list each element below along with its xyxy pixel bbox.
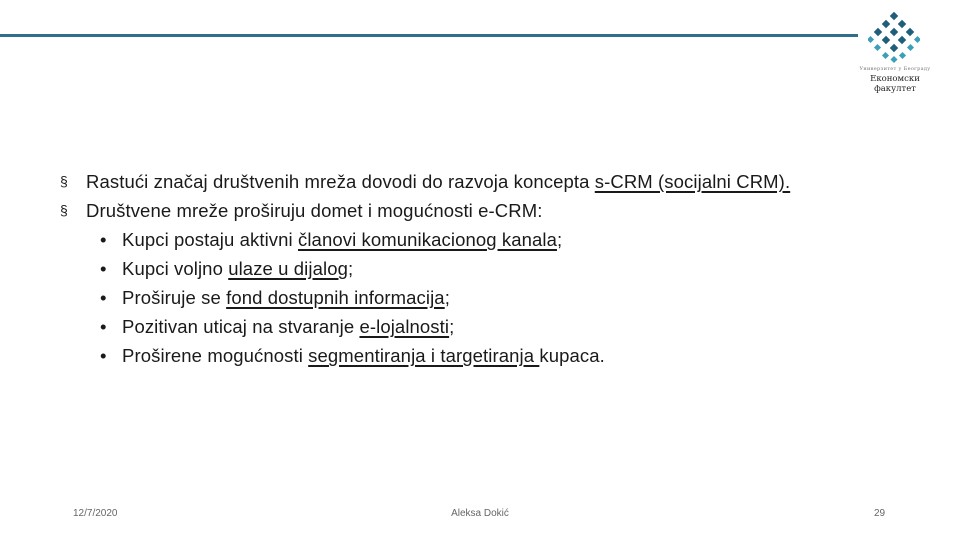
bullet-text: ; — [449, 316, 455, 337]
bullet-item — [60, 283, 940, 312]
bullet-item — [60, 341, 940, 370]
header-rule — [0, 34, 858, 37]
bullet-item — [60, 312, 940, 341]
logo-mark-icon — [868, 12, 920, 64]
dot-bullet-icon: • — [100, 258, 107, 279]
dot-bullet-icon: • — [100, 287, 107, 308]
bullet-text: Pozitivan uticaj na stvaranje — [122, 316, 360, 337]
bullet-text: Kupci voljno — [122, 258, 229, 279]
bullet-text: Proširuje se — [122, 287, 227, 308]
underlined-text: članovi komunikacionog kanala — [298, 229, 557, 250]
bullet-text: Proširene mogućnosti — [122, 345, 309, 366]
logo-university-text: Универзитет у Београду — [859, 66, 931, 72]
bullet-text: Društvene mreže proširuju domet i mogućnosti e-CRM: — [86, 200, 543, 221]
underlined-text: segmentiranja i targetiranja — [308, 345, 540, 366]
bullet-text: Rastući značaj društvenih mreža dovodi do razvoja koncepta — [86, 171, 595, 192]
bullet-item — [60, 225, 940, 254]
footer-date: 12/7/2020 — [73, 508, 118, 519]
bullet-item — [60, 254, 940, 283]
bullet-text: ; — [444, 287, 450, 308]
faculty-logo — [850, 12, 940, 94]
underlined-text: e-lojalnosti — [359, 316, 450, 337]
underlined-text: ulaze u dijalog — [228, 258, 348, 279]
bullet-text: Kupci postaju aktivni — [122, 229, 298, 250]
bullet-item — [60, 196, 940, 225]
dot-bullet-icon: • — [100, 345, 107, 366]
underlined-text: s-CRM (socijalni CRM). — [594, 171, 791, 192]
underlined-text: fond dostupnih informacija — [226, 287, 445, 308]
footer-page-number: 29 — [874, 508, 886, 519]
bullet-text: ; — [347, 258, 354, 279]
square-bullet-icon: § — [60, 173, 68, 189]
bullet-list — [60, 167, 940, 370]
bullet-item — [60, 167, 940, 196]
bullet-text: kupaca. — [539, 345, 605, 366]
logo-faculty-name: Економски факултет — [870, 74, 920, 94]
square-bullet-icon: § — [60, 202, 68, 218]
dot-bullet-icon: • — [100, 316, 107, 337]
dot-bullet-icon: • — [100, 229, 107, 250]
footer-author: Aleksa Dokić — [451, 508, 509, 519]
bullet-text: ; — [556, 229, 563, 250]
